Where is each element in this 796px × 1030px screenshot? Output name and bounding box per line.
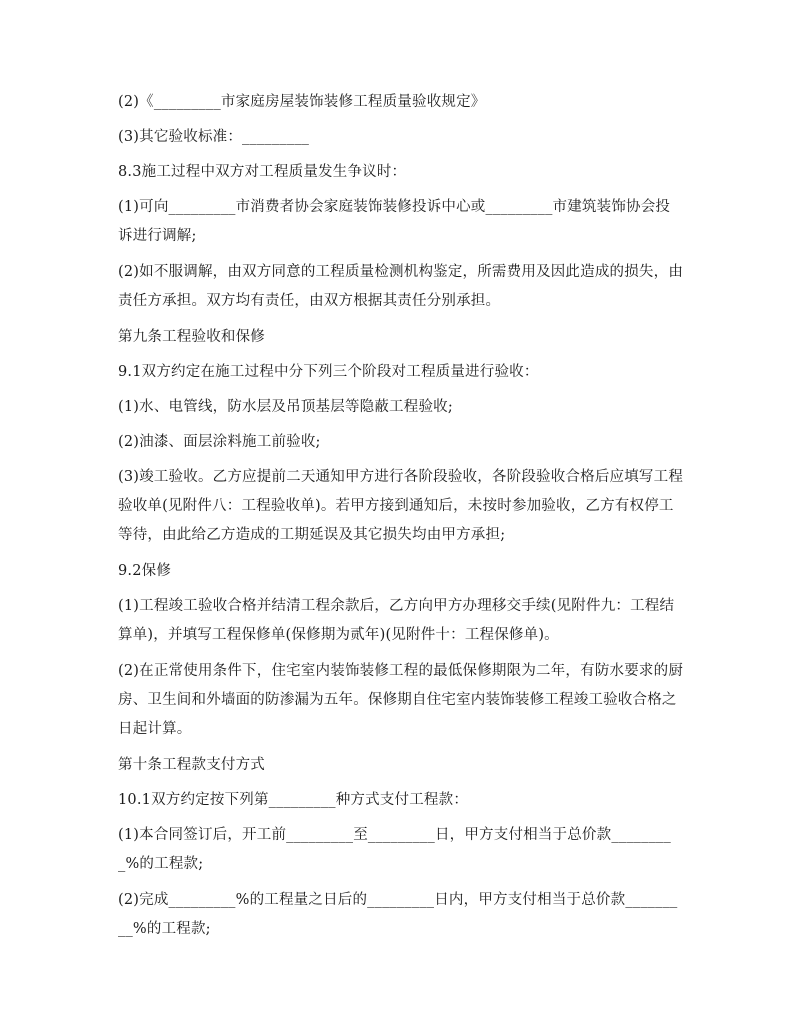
paragraph-section-10-1: 10.1双方约定按下列第_________种方式支付工程款：: [118, 792, 469, 808]
paragraph-acceptance-rule-2: (2)《_________市家庭房屋装饰装修工程质量验收规定》: [118, 94, 486, 110]
paragraph-paint-acceptance: (2)油漆、面层涂料施工前验收;: [118, 434, 321, 450]
heading-section-9-2: 9.2保修: [118, 563, 172, 579]
heading-article-10: 第十条工程款支付方式: [118, 757, 265, 773]
paragraph-payment-1: (1)本合同签订后，开工前_________至_________日，甲方支付相当于总价款_________%的工程款;: [118, 827, 671, 872]
paragraph-section-9-1: 9.1双方约定在施工过程中分下列三个阶段对工程质量进行验收：: [118, 364, 539, 380]
paragraph-section-8-3: 8.3施工过程中双方对工程质量发生争议时：: [118, 164, 407, 180]
paragraph-complaint-mediation: (1)可向_________市消费者协会家庭装饰装修投诉中心或_________市建筑装饰协会投诉进行调解;: [118, 199, 671, 244]
paragraph-payment-2: (2)完成_________%的工程量之日后的_________日内，甲方支付相当于总价款_________%的工程款;: [118, 892, 678, 937]
paragraph-warranty-handover: (1)工程竣工验收合格并结清工程余款后，乙方向甲方办理移交手续(见附件九：工程结算单)，并填写工程保修单(保修期为贰年)(见附件十：工程保修单)。: [118, 598, 675, 643]
paragraph-warranty-period: (2)在正常使用条件下，住宅室内装饰装修工程的最低保修期限为二年，有防水要求的厨房、卫生间和外墙面的防渗漏为五年。保修期自住宅室内装饰装修工程竣工验收合格之日起计算。: [118, 663, 684, 737]
paragraph-completion-acceptance: (3)竣工验收。乙方应提前二天通知甲方进行各阶段验收，各阶段验收合格后应填写工程验收单(见附件八：工程验收单)。若甲方接到通知后，未按时参加验收，乙方有权停工等待，由此给乙方造成的工期延误及其它损失均由甲方承担;: [118, 469, 684, 543]
document-page: [118, 88, 684, 951]
heading-article-9: 第九条工程验收和保修: [118, 329, 265, 345]
paragraph-quality-inspection: (2)如不服调解，由双方同意的工程质量检测机构鉴定，所需费用及因此造成的损失，由责任方承担。双方均有责任，由双方根据其责任分别承担。: [118, 264, 684, 309]
paragraph-other-standards: (3)其它验收标准：_________: [118, 129, 310, 145]
paragraph-hidden-works: (1)水、电管线，防水层及吊顶基层等隐蔽工程验收;: [118, 399, 453, 415]
